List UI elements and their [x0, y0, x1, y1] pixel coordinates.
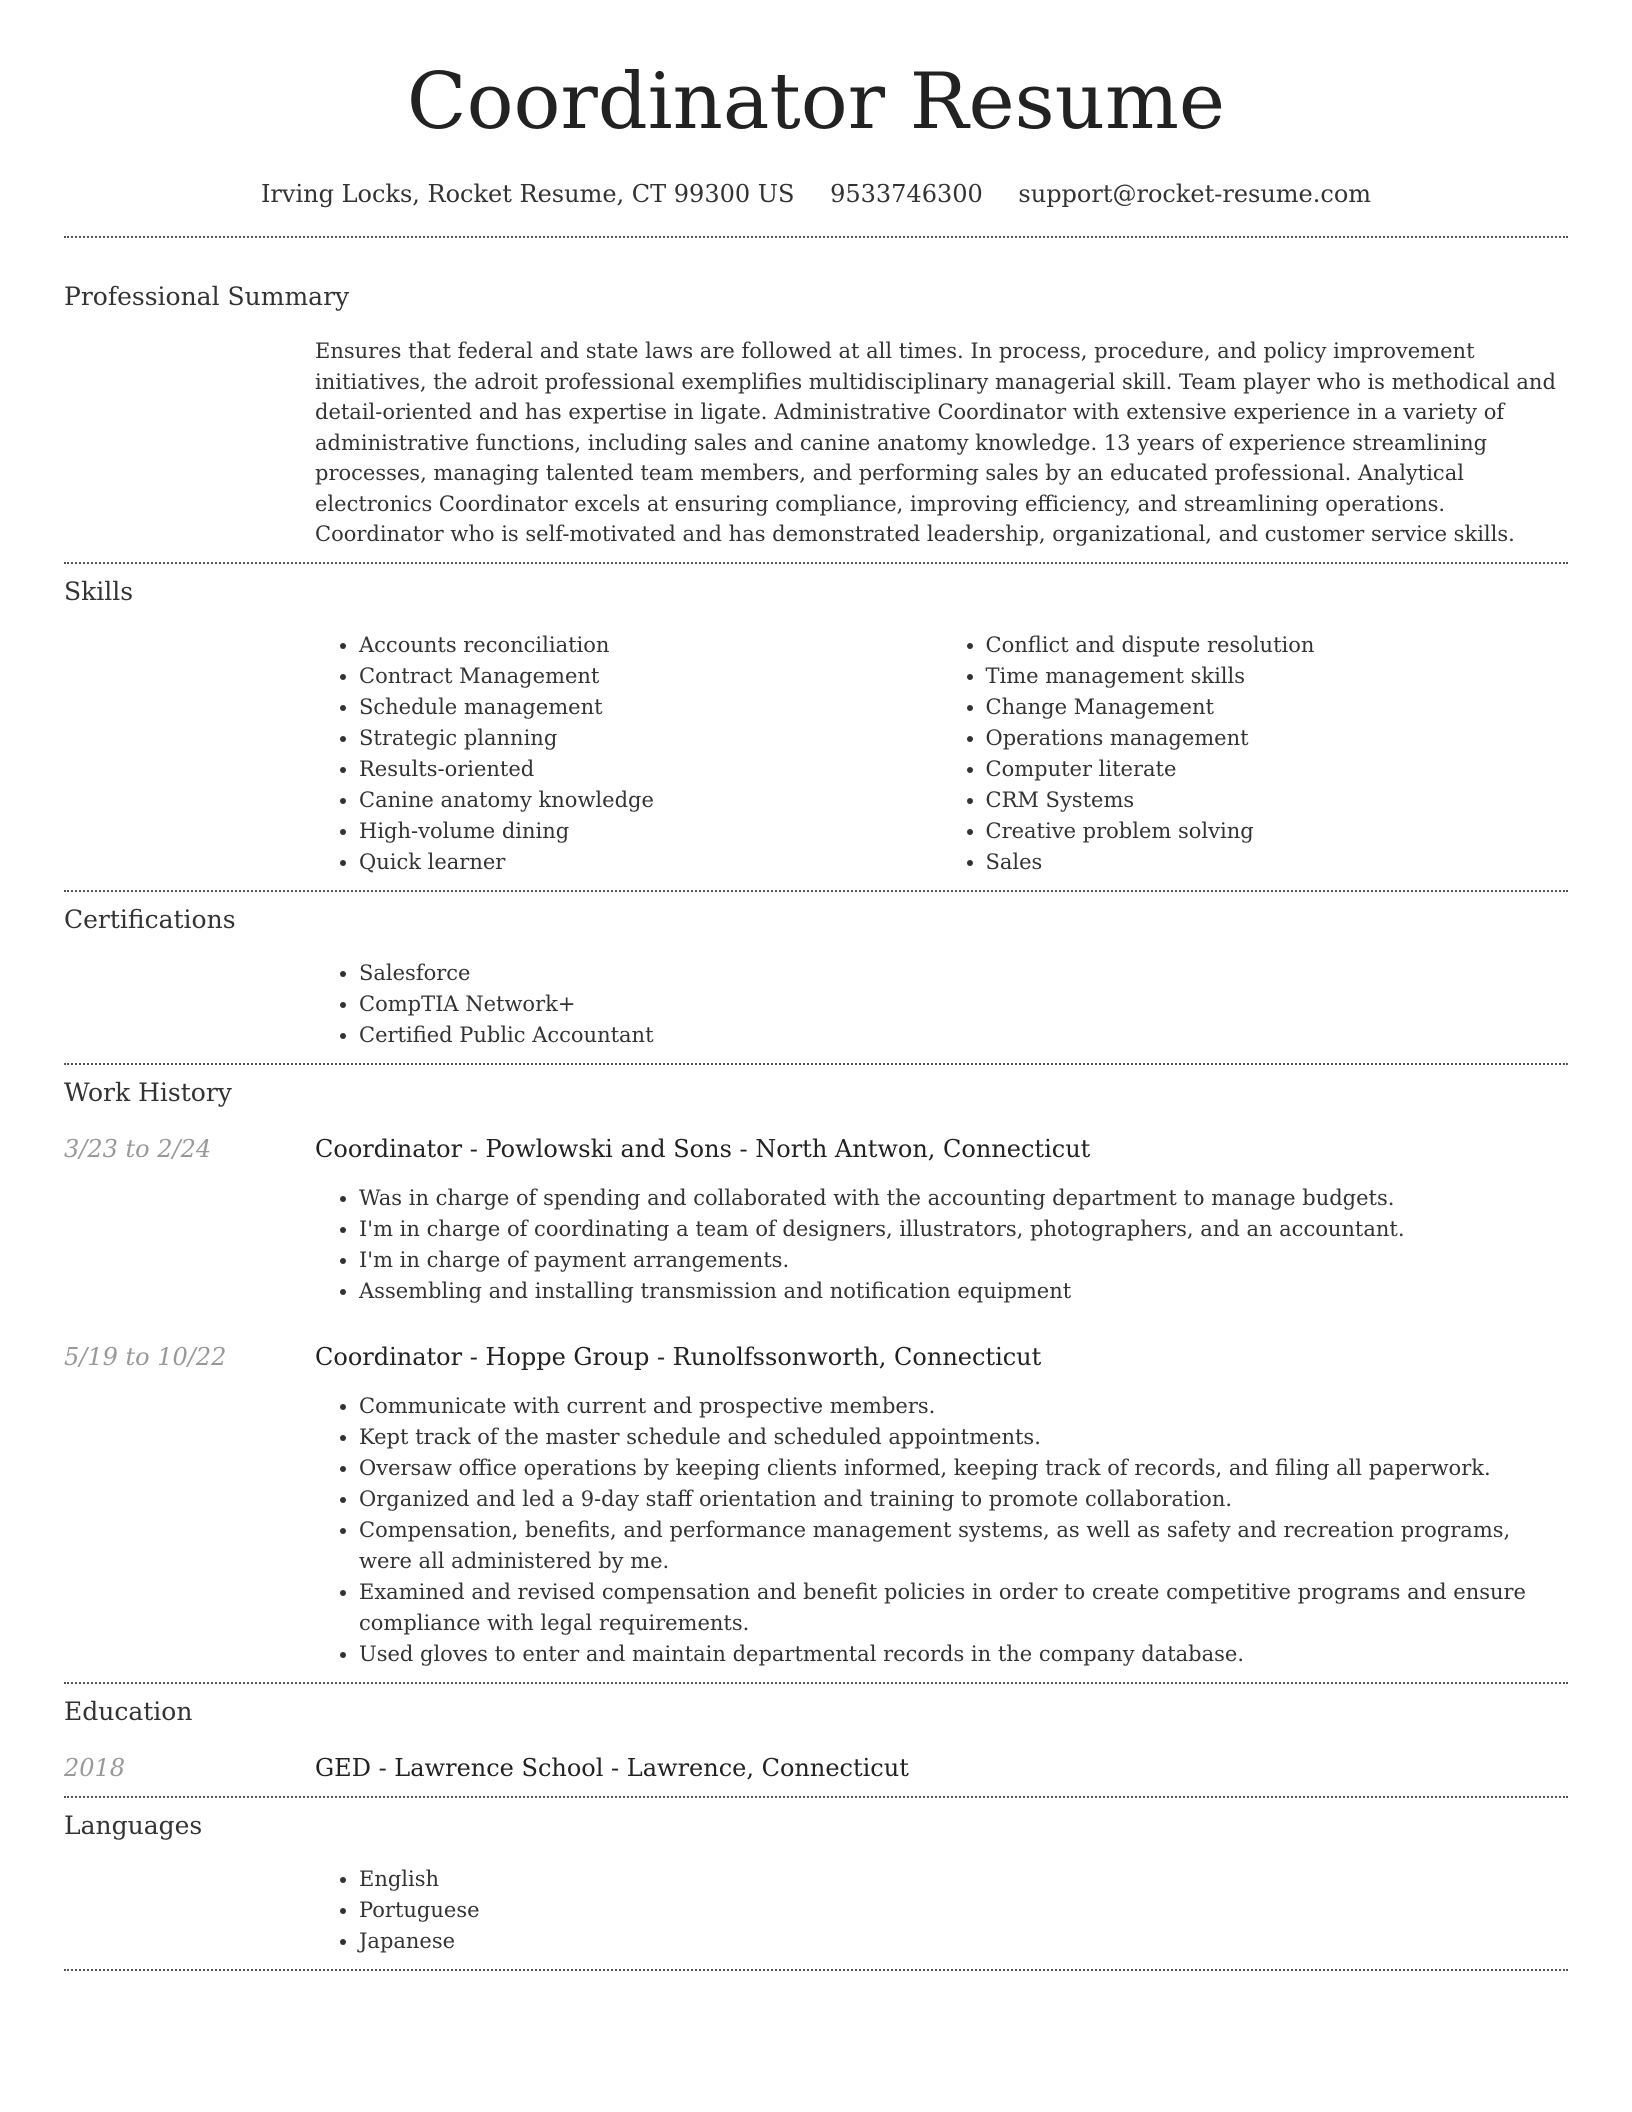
education-entry [64, 1752, 1568, 1784]
job-title: Coordinator - Hoppe Group - Runolfssonworth, Connecticut [315, 1342, 1042, 1371]
language-item: • Japanese [359, 1926, 1568, 1957]
job-bullets [315, 1391, 1568, 1670]
skill-item: • Operations management [986, 723, 1569, 754]
summary-text: Ensures that federal and state laws are followed at all times. In process, procedure, and policy improvement initiatives, the adroit professional exemplifies multidisciplinary managerial skill. Team player who is methodical and detail-oriented and has expertise in ligate. Administrative Coordinator with extensive experience in a variety of administrative functions, including sales and canine anatomy knowledge. 13 years of experience streamlining processes, managing talented team members, and performing sales by an educated professional. Analytical electronics Coordinator excels at ensuring compliance, improving efficiency, and streamlining operations. Coordinator who is self-motivated and has demonstrated leadership, organizational, and customer service skills. [315, 339, 1556, 546]
skill-item: • Sales [986, 847, 1569, 878]
skill-item: • Conflict and dispute resolution [986, 630, 1569, 661]
work-section [64, 1077, 1568, 1670]
job-bullet: • Used gloves to enter and maintain departmental records in the company database. [359, 1639, 1568, 1670]
skill-item: • High-volume dining [359, 816, 942, 847]
divider [64, 1796, 1568, 1798]
certification-item: • Salesforce [359, 958, 1568, 989]
job-bullet: • Communicate with current and prospective members. [359, 1391, 1568, 1422]
education-year: 2018 [64, 1753, 126, 1782]
certification-item: • Certified Public Accountant [359, 1020, 1568, 1051]
language-item: • Portuguese [359, 1895, 1568, 1926]
skills-list-left [315, 630, 942, 878]
certifications-heading: Certifications [64, 904, 236, 934]
summary-heading: Professional Summary [64, 282, 350, 311]
contact-line [64, 178, 1568, 210]
skills-heading: Skills [64, 576, 134, 606]
skills-section [64, 576, 1568, 878]
divider [64, 1063, 1568, 1065]
languages-content [315, 1864, 1568, 1957]
job-title: Coordinator - Powlowski and Sons - North Antwon, Connecticut [315, 1134, 1091, 1163]
divider [64, 1682, 1568, 1684]
skill-item: • Creative problem solving [986, 816, 1569, 847]
contact-email: support@rocket-resume.com [1018, 180, 1372, 208]
job-dates: 5/19 to 10/22 [64, 1342, 227, 1371]
certification-item: • CompTIA Network+ [359, 989, 1568, 1020]
skill-item: • Contract Management [359, 661, 942, 692]
job-bullet: • I'm in charge of payment arrangements. [359, 1245, 1568, 1276]
job-bullet-list [315, 1391, 1568, 1670]
job-bullet: • Examined and revised compensation and benefit policies in order to create competitive programs and ensure compliance with legal requirements. [359, 1577, 1568, 1639]
education-heading: Education [64, 1696, 193, 1726]
divider [64, 890, 1568, 892]
education-degree: GED - Lawrence School - Lawrence, Connecticut [315, 1753, 909, 1782]
job-bullet: • Kept track of the master schedule and scheduled appointments. [359, 1422, 1568, 1453]
certifications-content [315, 958, 1568, 1051]
resume-page [64, 0, 1568, 1971]
languages-heading: Languages [64, 1810, 203, 1840]
divider [64, 1969, 1568, 1971]
skill-item: • Quick learner [359, 847, 942, 878]
divider [64, 562, 1568, 564]
job-entry [64, 1133, 1568, 1307]
language-item: • English [359, 1864, 1568, 1895]
summary-section [64, 281, 1568, 550]
skill-item: • Accounts reconciliation [359, 630, 942, 661]
skill-item: • Strategic planning [359, 723, 942, 754]
certifications-section [64, 904, 1568, 1051]
job-bullet: • Assembling and installing transmission and notification equipment [359, 1276, 1568, 1307]
job-bullet: • Was in charge of spending and collaborated with the accounting department to manage budgets. [359, 1183, 1568, 1214]
job-entry [64, 1341, 1568, 1670]
skills-list-right [942, 630, 1569, 878]
contact-address: Irving Locks, Rocket Resume, CT 99300 US [260, 180, 795, 208]
contact-phone: 9533746300 [830, 180, 983, 208]
languages-section [64, 1810, 1568, 1957]
skill-item: • CRM Systems [986, 785, 1569, 816]
resume-title: Coordinator Resume [406, 57, 1226, 147]
skill-item: • Time management skills [986, 661, 1569, 692]
job-bullet: • Oversaw office operations by keeping clients informed, keeping track of records, and filing all paperwork. [359, 1453, 1568, 1484]
job-bullets [315, 1183, 1568, 1307]
education-section [64, 1696, 1568, 1784]
job-bullet: • Organized and led a 9-day staff orientation and training to promote collaboration. [359, 1484, 1568, 1515]
skill-item: • Results-oriented [359, 754, 942, 785]
skill-item: • Canine anatomy knowledge [359, 785, 942, 816]
divider [64, 236, 1568, 238]
job-bullet: • I'm in charge of coordinating a team of designers, illustrators, photographers, and an accountant. [359, 1214, 1568, 1245]
skill-item: • Schedule management [359, 692, 942, 723]
skill-item: • Change Management [986, 692, 1569, 723]
work-heading: Work History [64, 1077, 232, 1107]
certifications-list [315, 958, 1568, 1051]
skill-item: • Computer literate [986, 754, 1569, 785]
job-bullet: • Compensation, benefits, and performance management systems, as well as safety and recreation programs, were all administered by me. [359, 1515, 1568, 1577]
job-dates: 3/23 to 2/24 [64, 1134, 212, 1163]
job-bullet-list [315, 1183, 1568, 1307]
languages-list [315, 1864, 1568, 1957]
skills-columns [315, 630, 1568, 878]
